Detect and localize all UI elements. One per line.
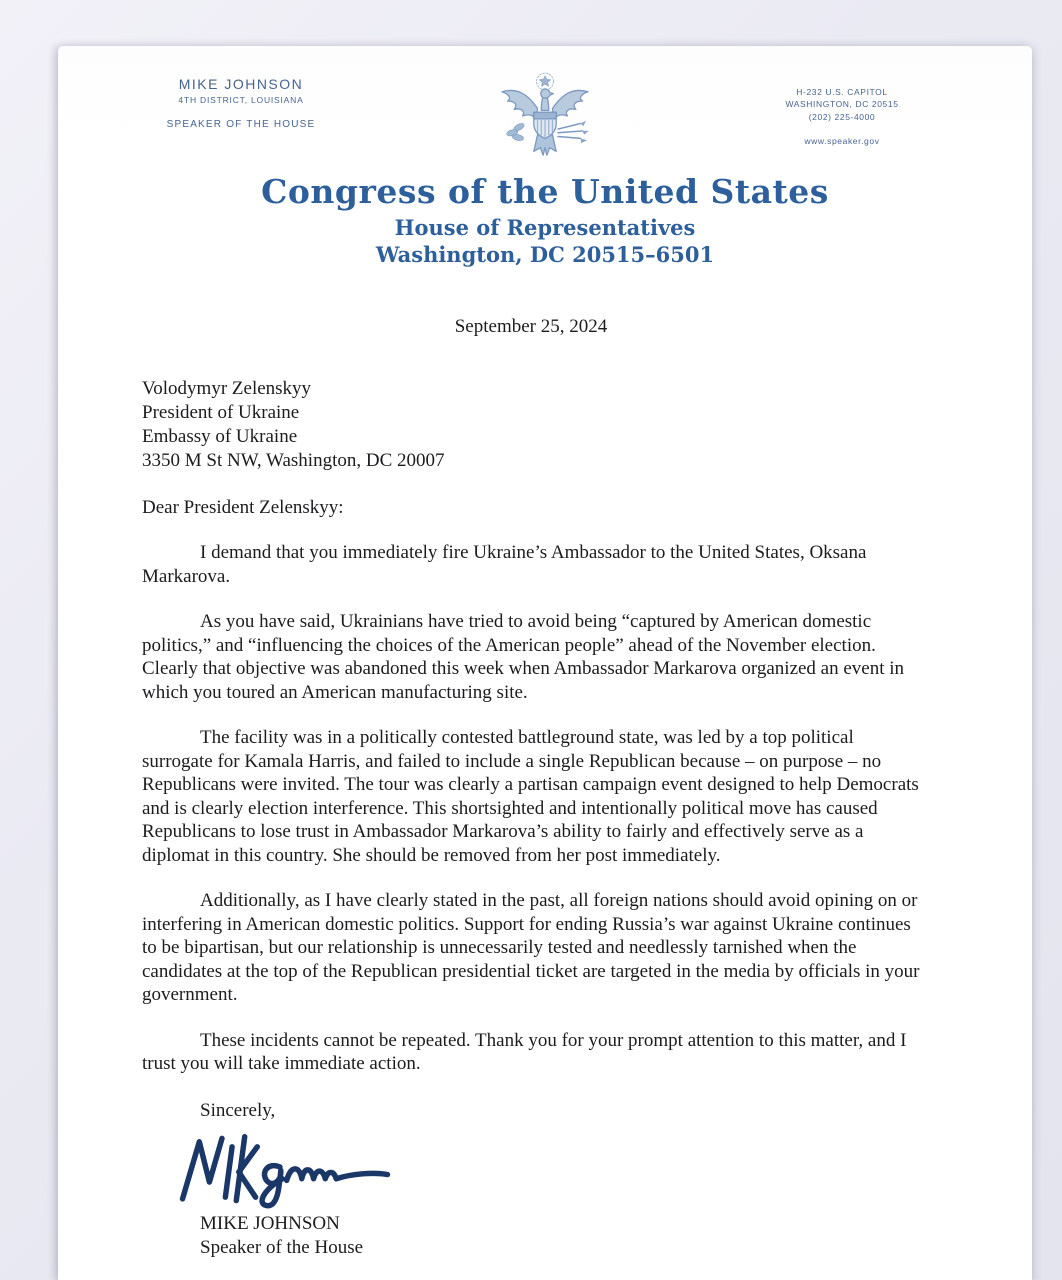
letter-date: September 25, 2024 <box>454 316 608 337</box>
recipient-name: Volodymyr Zelenskyy <box>142 377 312 399</box>
office-address-line2: WASHINGTON, DC 20515 <box>785 99 899 110</box>
congress-heading <box>58 172 1032 267</box>
letterhead-sender-block <box>116 76 366 130</box>
paragraph-2: As you have said, Ukrainians have tried to avoid being “captured by American domestic politics,” and “influencing the choices of the American people” ahead of the November election. Clearly that objective was abandoned this week when Ambassador Markarova organized an event in which you toured an American manufacturing site. <box>142 611 905 703</box>
salutation: Dear President Zelenskyy: <box>142 496 344 518</box>
signer-name: MIKE JOHNSON <box>200 1213 340 1234</box>
recipient-street: 3350 M St NW, Washington, DC 20007 <box>142 449 445 471</box>
paragraph-4: Additionally, as I have clearly stated in the past, all foreign nations should avoid opining on or interfering in American domestic politics. Support for ending Russia’s war against Ukraine continues to be bipartisan, but our relationship is unnecessarily tested and needlessly tarnished when the candidates at the top of the Republican presidential ticket are targeted in the media by officials in your government. <box>142 890 920 1005</box>
heading-house: House of Representatives <box>394 215 696 240</box>
letter-page <box>58 46 1032 1280</box>
office-phone: (202) 225-4000 <box>808 111 876 122</box>
recipient-address-block <box>142 377 920 473</box>
handwritten-signature-icon <box>170 1130 400 1214</box>
office-website: www.speaker.gov <box>804 135 880 146</box>
office-address-line1: H-232 U.S. CAPITOL <box>796 87 888 97</box>
paragraph-1: I demand that you immediately fire Ukraine’s Ambassador to the United States, Oksana Markarova. <box>142 542 867 587</box>
paragraph-5: These incidents cannot be repeated. Thank you for your prompt attention to this matter, and I trust you will take immediate action. <box>142 1029 907 1074</box>
recipient-org: Embassy of Ukraine <box>142 425 298 447</box>
letterhead-office-block <box>732 86 952 147</box>
sender-title: SPEAKER OF THE HOUSE <box>166 119 316 130</box>
letterhead <box>58 68 1032 168</box>
closing-salutation: Sincerely, <box>200 1099 276 1121</box>
paragraph-3: The facility was in a politically contested battleground state, was led by a top political surrogate for Kamala Harris, and failed to include a single Republican because – on purpose – no Republicans were invited. The tour was clearly a partisan campaign event designed to help Democrats and is clearly election interference. This shortsighted and intentionally political move has caused Republicans to lose trust in Ambassador Markarova’s ability to fairly and effectively serve as a diplomat in this country. She should be removed from her post immediately. <box>142 727 919 866</box>
recipient-title: President of Ukraine <box>142 401 300 423</box>
sender-district: 4TH DISTRICT, LOUISIANA <box>178 95 304 105</box>
great-seal-eagle-icon <box>489 68 601 164</box>
heading-congress: Congress of the United States <box>261 172 829 211</box>
heading-washington: Washington, DC 20515–6501 <box>375 242 715 267</box>
signature-block <box>170 1130 920 1259</box>
letter-body <box>142 315 920 1259</box>
signer-title: Speaker of the House <box>200 1236 364 1258</box>
sender-name: MIKE JOHNSON <box>178 76 304 92</box>
